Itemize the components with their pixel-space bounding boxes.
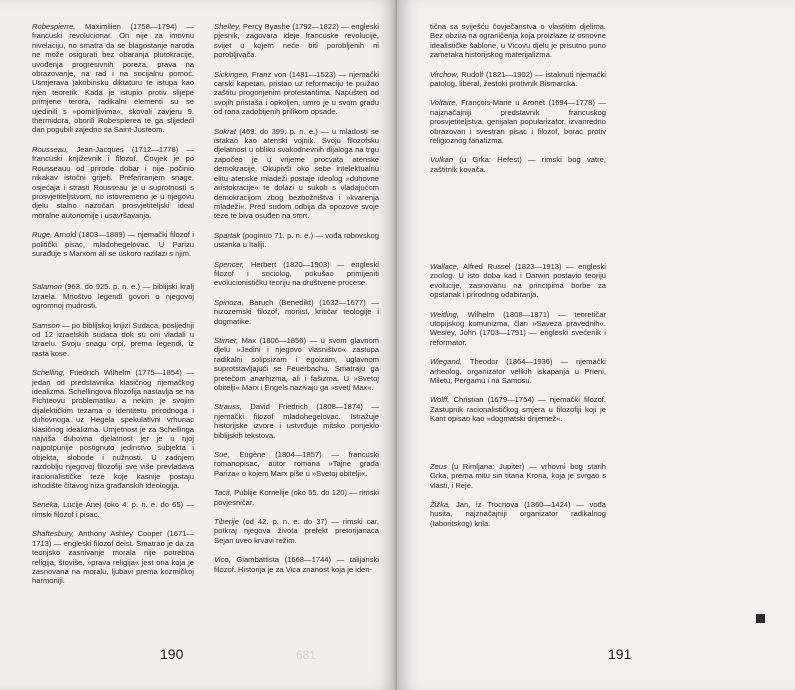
page-number-right: 191 (608, 646, 632, 662)
entry-text: (poginuo 71. p. n. e.) — vođa robovskog ustanka u Italiji. (214, 230, 379, 250)
entry-text: Baruch (Benedikt) (1632—1677) — nizozemski filozof, monist, kritičar teologije i dogmatike. (214, 297, 379, 326)
entry-headword: Wolff, (430, 395, 450, 405)
glossary-entry (214, 517, 379, 545)
entry-text: (u Grka: Hefest) — rimski bog vatre, zaštitnik kovača. (430, 155, 606, 174)
entry-text: Anthony Ashley Cooper (1671—1713) — engleski filozof deist. Smatrao je da za teorijsko zasnivanje morala nije potrebna religija, štoviše, »prava religija« jest ona koja je zasnovana na moralu, ljubavi prema kozmičkoj harmoniji. (32, 529, 194, 586)
column-1 (32, 22, 194, 596)
glossary-entry (430, 22, 606, 60)
entry-headword: Spencer, (214, 259, 244, 269)
entry-headword: Žižka, (430, 499, 451, 509)
entry-text: (od 42. p. n. e. do 37) — rimski car, potkraj njegova života prefekt pretorijanaca Sejan uveo krvavi režim. (214, 517, 379, 545)
glossary-entry (214, 22, 379, 60)
entry-headword: Stirner, (214, 335, 239, 345)
column-3 (430, 22, 606, 184)
entry-text: David Friedrich (1808—1874) — njemački filozof mladohegelovac. Istražuje historijske izvore i ustvrđuje mitsko porijeklo biblijskih tekstova. (214, 402, 379, 440)
glossary-entry (214, 70, 379, 117)
glossary-entry (430, 262, 606, 300)
glossary-entry (214, 231, 379, 250)
entry-headword: Sokrat (214, 126, 236, 136)
entry-text: Franz von (1481—1523) — njemački carski kapetan, pristao uz reformaciju te pružao zaštitu progonjenim protestantima. Napušten od svojih pristaša i opkoljen, umro je u svom gradu od rana zadobijenih prilikom opsade. (214, 69, 379, 117)
page-number-left: 190 (160, 646, 184, 662)
entry-text: tična sa sviješću čovječanstva o vlastitim djelima. Bez obzira na ograničenja koja proizlaze iz osnovne idealističke šablone, u Vicovu djelu je prisutno puno zametaka historijskog materijalizma. (430, 22, 606, 60)
entry-text: Max (1806—1856) — u svom glavnom djelu »Jedini i njegovo vlasništvo« zastupa radikalni solipsizam i egoizam, uglavnom suprotstavljajući se Feuerbachu. Smatraju ga pretečom anarhizma, ali i fašizma. U »Svetoj obitelji« Marx i Engels nazivaju ga »svetí Max«. (214, 335, 379, 392)
glossary-entry (214, 555, 379, 574)
glossary-entry (32, 500, 194, 519)
glossary-entry (214, 488, 379, 507)
glossary-entry (32, 282, 194, 310)
entry-headword: Strauss, (214, 402, 242, 412)
bleed-through-page-number: 681 (296, 648, 317, 662)
entry-headword: Sue, (214, 450, 230, 460)
entry-text: Percy Byashe (1792—1822) — engleski pjesnik, zagovara ideje francuske revolucije, svijet u kojem neće biti porobljenih ni porobljivača. (214, 22, 379, 60)
entry-headword: Virchow, (430, 69, 459, 79)
entry-headword: Tacit, (214, 488, 232, 498)
entry-headword: Seneka, (32, 500, 60, 510)
entry-headword: Salamon (32, 282, 62, 292)
entry-text: François-Marie u Aronet (1694—1778) — najznačajniji predstavnik francuskog prosvjetiteljstva, genijalan popularizator, izvanredno obrazovan i svestran pisac i filozof, borac protiv religioznog fanatizma. (430, 98, 606, 146)
entry-headword: Zeus (430, 461, 447, 471)
entry-text: Herbert (1820—1903) — engleski filozof i sociolog, pokušao primijeniti evolucionističku teoriju na društvene procese. (214, 259, 379, 288)
entry-headword: Samson (32, 320, 60, 330)
entry-text: Lucije Anej (oko 4. p. n. e. do 65) — rimski filozof i pisac. (32, 500, 194, 519)
glossary-entry (32, 22, 194, 135)
glossary-entry (214, 336, 379, 392)
entry-text: Friedrich Wilhelm (1775—1854) — jedan od predstavnika klasičnog njemačkog idealizma. Schellingova filozofija nastavlja se na Fichteovu problematiku a nekim je svojim dijalektičkim tezama o identitetu prirodnoga i duhovnoga uz Hegela spekulativni vrhunac klasičnog idealizma. Umjetnost je za Schellinga najviša duhovna djelatnost jer je u njoj najpotpunije postignuto jedinstvo subjekta i objekta, slobode i nužnosti. U zadnjem razdoblju njegovoj filozofiji sve više prevladava iracionalističke teze koje kasnije postaju ishodište čitavog niza građanskih ideologija. (32, 368, 194, 491)
entry-headword: Wiegand, (430, 357, 463, 367)
glossary-entry (430, 310, 606, 348)
column-4 (430, 262, 606, 538)
entry-headword: Wallace, (430, 262, 459, 271)
entry-headword: Spinoza, (214, 297, 244, 307)
entry-headword: Vulkan (430, 155, 454, 165)
glossary-entry (32, 145, 194, 220)
entry-text: (469. do 399. p. n. e.) — u mladosti se istakao kao atenski vojnik. Svoju filozofsku djelatnost u obliku svakodnevnih dijaloga na trgu započeo je u vrijeme procvata atenske demokracije. Okupivši oko sebe intelektualnu elitu atenske mladeži postaje ideolog »duhovne aristokracije« te dolazi u sukob s vladajućom demokracijom zbog bezbožništva i »kvarenja mladeži«. Pred sudom odbija da opozove svoje teze te biva osuđen na smrt. (214, 126, 379, 221)
glossary-entry (430, 462, 606, 490)
entry-text: Rudolf (1821—1902) — istaknuti njemački patolog, liberal, žestoki protivnik Bismarcka. (430, 69, 606, 89)
glossary-entry (32, 230, 194, 258)
entry-text: Christian (1679—1754) — njemački filozof. Zastupnik racionalističkog smjera u filozofiji koji je Kant opisao kao »dogmatski drijemež«. (430, 395, 606, 424)
entry-text: Jean-Jacques (1712—1778) — francuski književnik i filozof. Čovjek je po Rousseauu od prirode dobar i nije počinio nikakav istočni grijeh. Preferiranjem snage, osjećaja i strasti Rousseau je u suprotnosti s prosvjetiteljstvom, no istovremeno je u njegovu djelu stalno nazočan prosvjetiteljski ideal moralne autonomije i usavršavanja. (32, 144, 194, 220)
glossary-entry (430, 70, 606, 89)
entry-headword: Schelling, (32, 368, 65, 378)
entry-headword: Robespierre, (32, 22, 76, 31)
entry-text: — po biblijskoj knjizi Sudaca, posljednji od 12 izraelskih sudaca dok su oni vladali u Izraelu. Svoju snagu crpi, prema legendi, iz rasta kose. (32, 320, 194, 358)
glossary-entry (430, 98, 606, 145)
entry-headword: Shelley, (214, 22, 241, 31)
right-page (397, 0, 795, 690)
glossary-entry (214, 402, 379, 440)
glossary-entry (430, 395, 606, 423)
entry-text: Theodor (1864—1936) — njemački arheolog, organizator velikih iskapanja u Prieni, Miletu, Pergamu i na Samosu. (430, 357, 606, 386)
entry-headword: Rousseau, (32, 144, 69, 154)
glossary-entry (430, 155, 606, 174)
entry-headword: Vico, (214, 555, 231, 565)
entry-text: Alfred Russel (1823—1913) — engleski zoolog. U isto doba kad i Darwin postavio teoriju evolucije, zasnovanu na principima borbe za opstanak i prirodnog odabiranja. (430, 262, 606, 300)
entry-headword: Voltaire, (430, 98, 458, 108)
left-page (0, 0, 397, 690)
entry-text: Wilhelm (1808—1871) — teoretičar utopijskog komunizma, član »Saveza pravednih«. Wesley, John (1703—1791) — engleski svećenik i reformator. (430, 309, 606, 347)
printer-mark-square (756, 614, 765, 623)
entry-headword: Tiberije (214, 517, 239, 527)
glossary-entry (430, 500, 606, 528)
glossary-entry (430, 357, 606, 385)
entry-text: (u Rimljana: Jupiter) — vrhovni bog starih Grka, prema mitu sin titana Krona, koja je svrgao s vlasti, i Reje. (430, 461, 606, 490)
entry-text: (963. do 925. p. n. e.) — biblijski kralj Izraela. Mnoštvo legendi govori o njegovoj ogromnoj mudrosti. (32, 282, 194, 311)
column-2 (214, 22, 379, 584)
entry-headword: Sickingen, (214, 69, 250, 79)
entry-text: Giambattista (1668—1744) — talijanski filozof. Historija je za Vica znanost koja je iden- (214, 555, 379, 574)
entry-text: Eugène (1804—1857) — francuski romanopisac, autor romana »Tajne grada Pariza« o kojem Marx piše u »Svetoj obitelji«. (214, 450, 379, 478)
entry-headword: Ruge, (32, 230, 53, 240)
entry-text: Maximilien (1758—1794) — francuski revolucionar. On nije za imovnu nivelaciju, no smatra da se blagostanje naroda ne može osigurati bez obaranja plutokracije, uvođenja progresivnih poreza, prava na obrazovanje, na rad i na socijalnu pomoć. Usmjerava jakobinsku diktaturu te istupa kao njen teoretik. Kada je istupio protiv slijepe primjene terora, radikalni elementi su se ujedinili s »pomirljivima«, skovali zavjeru 9. thermidora, oborili Robespierea te ga slijedeći dan pogubili zajedno sa Saint-Justeom. (32, 22, 194, 135)
entry-headword: Shaftesbury, (32, 529, 75, 539)
entry-headword: Spartak (214, 230, 241, 240)
entry-text: Publije Kornelije (oko 55. do 120) — rimski povjesničar. (214, 488, 379, 507)
glossary-entry (214, 450, 379, 478)
glossary-entry (214, 127, 379, 221)
glossary-entry (32, 368, 194, 490)
glossary-entry (32, 321, 194, 359)
glossary-entry (32, 529, 194, 585)
entry-headword: Weitling, (430, 309, 459, 319)
entry-text: Jan, iz Trocnova (1360—1424) — vođa husita, najznačajniji organizator radikalnog (taboritskog) krila. (430, 499, 606, 528)
glossary-entry (214, 260, 379, 288)
entry-text: Arnold (1803—1889) — njemački filozof i politički pisac, mladohegelovac. U Parizu surađuje s Marxom ali se uskoro razilazi s njim. (32, 230, 194, 258)
glossary-entry (214, 298, 379, 326)
